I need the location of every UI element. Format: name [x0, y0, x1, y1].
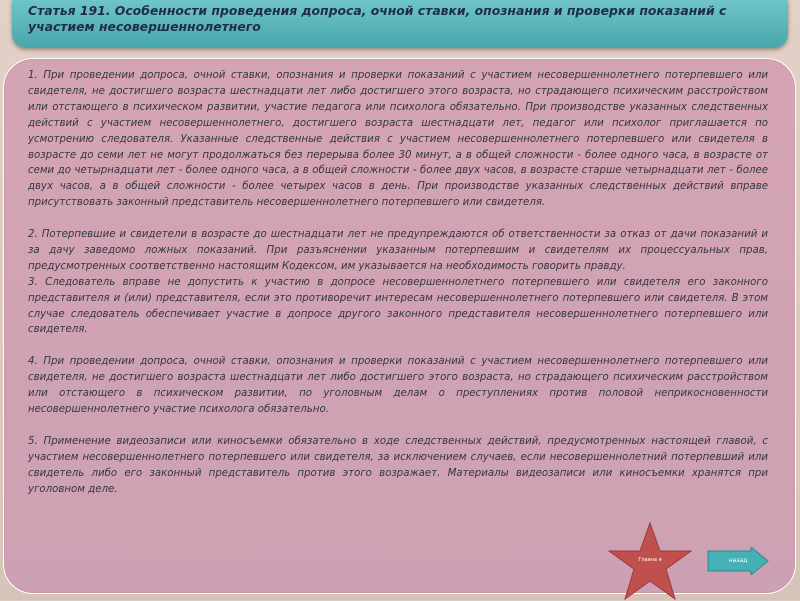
article-text [28, 68, 768, 497]
paragraph-1: 1. При проведении допроса, очной ставки, опознания и проверки показаний с участием несовершеннолетнего потерпевшего или свидетеля, не достигшего возраста шестнадцати лет либо достигшего этого возраста, но страдающего психическим расстройством или отстающего в психическом развитии, участие педагога или психолога обязательно. При производстве указанных следственных действий с участием несовершеннолетнего, достигшего возраста шестнадцати лет, педагог или психолог приглашается по усмотрению следователя. Указанные следственные действия с участием несовершеннолетнего потерпевшего или свидетеля в возрасте до семи лет не могут продолжаться без перерыва более 30 минут, а в общей сложности - более одного часа, в возрасте от семи до четырнадцати лет - более одного часа, а в общей сложности - более двух часов, в возрасте старше четырнадцати лет - более двух часов, а в общей сложности - более четырех часов в день. При производстве указанных следственных действий вправе присутствовать законный представитель несовершеннолетнего потерпевшего или свидетеля. [28, 70, 768, 209]
page-title: Статья 191. Особенности проведения допроса, очной ставки, опознания и проверки показаний с участием несовершеннолетнего [28, 3, 727, 34]
paragraph-2: 2. Потерпевшие и свидетели в возрасте до шестнадцати лет не предупреждаются об ответственности за отказ от дачи показаний и за дачу заведомо ложных показаний. При разъяснении указанным потерпевшим и свидетелям их процессуальных прав, предусмотренных соответственно настоящим Кодексом, им указывается на необходимость говорить правду. [28, 229, 768, 272]
paragraph-3: 3. Следователь вправе не допустить к участию в допросе несовершеннолетнего потерпевшего или свидетеля его законного представителя и (или) представителя, если это противоречит интересам несовершеннолетнего потерпевшего или свидетеля. В этом случае следователь обеспечивает участие в допросе другого законного представителя несовершеннолетнего потерпевшего или свидетеля. [28, 276, 768, 336]
paragraph-spacer [28, 211, 768, 227]
back-button-label[interactable]: назад [728, 557, 748, 564]
paragraph-spacer [28, 418, 768, 434]
paragraph-4: 4. При проведении допроса, очной ставки, опознания и проверки показаний с участием несовершеннолетнего потерпевшего или свидетеля, не достигшего возраста шестнадцати лет либо достигшего этого возраста, но страдающего психическим расстройством или отстающего в психическом развитии, по уголовным делам о преступлениях против половой неприкосновенности несовершеннолетнего участие психолога обязательно. [28, 356, 768, 415]
paragraph-spacer [28, 338, 768, 354]
home-button-label[interactable]: Главна я [638, 557, 662, 563]
title-bar [12, 0, 788, 48]
paragraph-5: 5. Применение видеозаписи или киносъемки обязательно в ходе следственных действий, предусмотренных настоящей главой, с участием несовершеннолетнего потерпевшего или свидетеля, за исключением случаев, если несовершеннолетний потерпевший или свидетель либо его законный представитель против этого возражает. Материалы видеозаписи или киносъемки хранятся при уголовном деле. [28, 435, 768, 495]
